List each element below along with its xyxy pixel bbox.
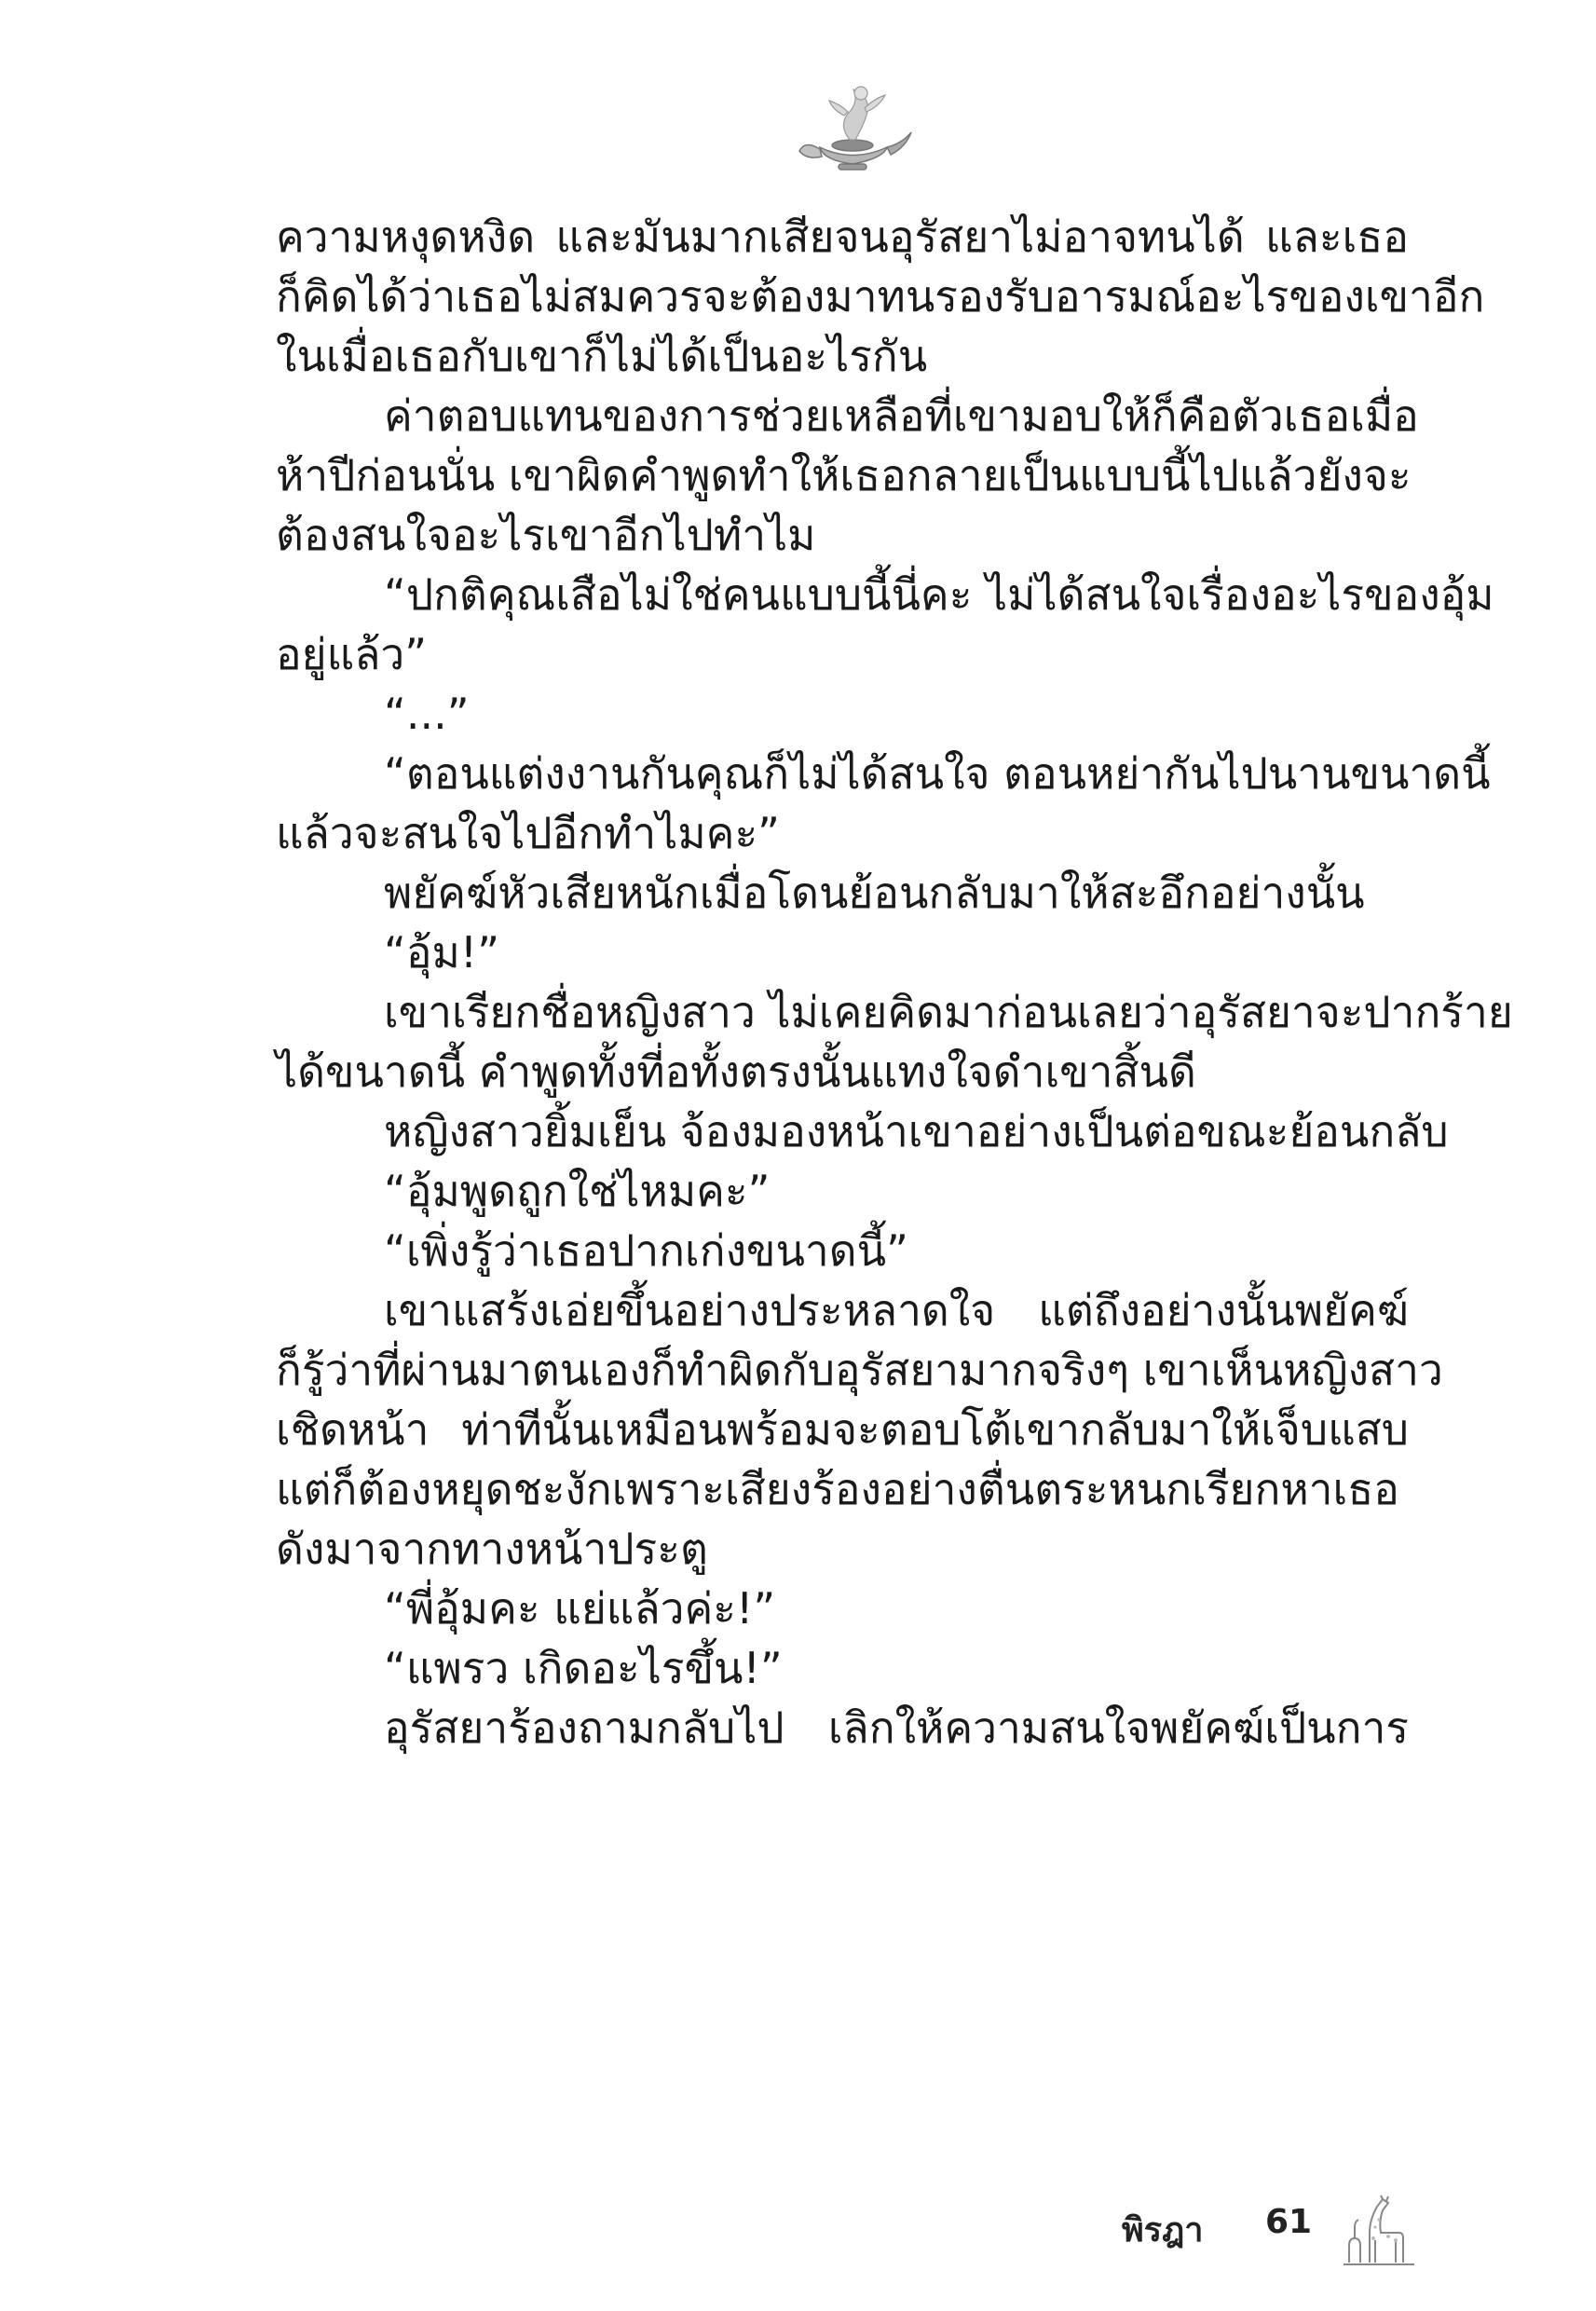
text-line: ในเมื่อเธอกับเขาก็ไม่ได้เป็นอะไรกัน (276, 331, 928, 381)
text-line: ห้าปีก่อนนั่น เขาผิดคำพูดทำให้เธอกลายเป็นแบบนี้ไปแล้วยังจะ (276, 450, 1412, 500)
text-line: “ตอนแต่งงานกันคุณก็ไม่ได้สนใจ ตอนหย่ากันไปนานขนาดนี้ (384, 748, 1491, 799)
text-line: ก็คิดได้ว่าเธอไม่สมควรจะต้องมาทนรองรับอารมณ์อะไรของเขาอีก (276, 271, 1485, 321)
text-line: แต่ก็ต้องหยุดชะงักเพราะเสียงร้องอย่างตื่นตระหนกเรียกหาเธอ (276, 1464, 1399, 1514)
text-line: ต้องสนใจอะไรเขาอีกไปทำไม (276, 510, 816, 560)
genie-lamp-icon (783, 75, 922, 177)
text-line: ความหงุดหงิด และมันมากเสียจนอุรัสยาไม่อาจทนได้ และเธอ (276, 212, 1409, 262)
text-line: ก็รู้ว่าที่ผ่านมาตนเองก็ทำผิดกับอุรัสยามากจริงๆ เขาเห็นหญิงสาว (276, 1345, 1443, 1395)
text-line: “ปกติคุณเสือไม่ใช่คนแบบนี้นี่คะ ไม่ได้สนใจเรื่องอะไรของอุ้ม (384, 569, 1494, 620)
text-line: หญิงสาวยิ้มเย็น จ้องมองหน้าเขาอย่างเป็นต่อขณะย้อนกลับ (384, 1106, 1449, 1156)
text-line: “อุ้มพูดถูกใช่ไหมคะ” (384, 1166, 771, 1216)
text-line: ได้ขนาดนี้ คำพูดทั้งที่อทั้งตรงนั้นแทงใจดำเขาสิ้นดี (276, 1046, 1196, 1097)
text-line: พยัคฆ์หัวเสียหนักเมื่อโดนย้อนกลับมาให้สะอึกอย่างนั้น (384, 868, 1365, 918)
text-line: เชิดหน้า ท่าทีนั้นเหมือนพร้อมจะตอบโต้เขากลับมาให้เจ็บแสบ (276, 1404, 1409, 1455)
text-line: “...” (384, 689, 470, 739)
text-line: “อุ้ม!” (384, 927, 500, 978)
text-line: “แพรว เกิดอะไรขึ้น!” (384, 1643, 783, 1693)
text-line: อุรัสยาร้องถามกลับไป เลิกให้ความสนใจพยัคฆ์เป็นการ (384, 1702, 1409, 1753)
text-line: “พี่อุ้มคะ แย่แล้วค่ะ!” (384, 1583, 776, 1634)
text-line: ดังมาจากทางหน้าประตู (276, 1524, 708, 1574)
text-line: อยู่แล้ว” (276, 629, 428, 679)
text-line: “เพิ่งรู้ว่าเธอปากเก่งขนาดนี้” (384, 1225, 908, 1276)
text-line: เขาเรียกชื่อหญิงสาว ไม่เคยคิดมาก่อนเลยว่าอุรัสยาจะปากร้าย (384, 987, 1513, 1037)
text-line: แล้วจะสนใจไปอีกทำไมคะ” (276, 808, 780, 858)
author-name: พิรฎา (1122, 2211, 1204, 2249)
text-line: ค่าตอบแทนของการช่วยเหลือที่เขามอบให้ก็คือตัวเธอเมื่อ (384, 390, 1419, 441)
page-footer (1062, 2194, 1435, 2268)
page-number: 61 (1265, 2203, 1313, 2241)
text-line: เขาแสร้งเอ่ยขึ้นอย่างประหลาดใจ แต่ถึงอย่างนั้นพยัคฆ์ (384, 1285, 1409, 1335)
giraffe-icon (1342, 2194, 1416, 2266)
